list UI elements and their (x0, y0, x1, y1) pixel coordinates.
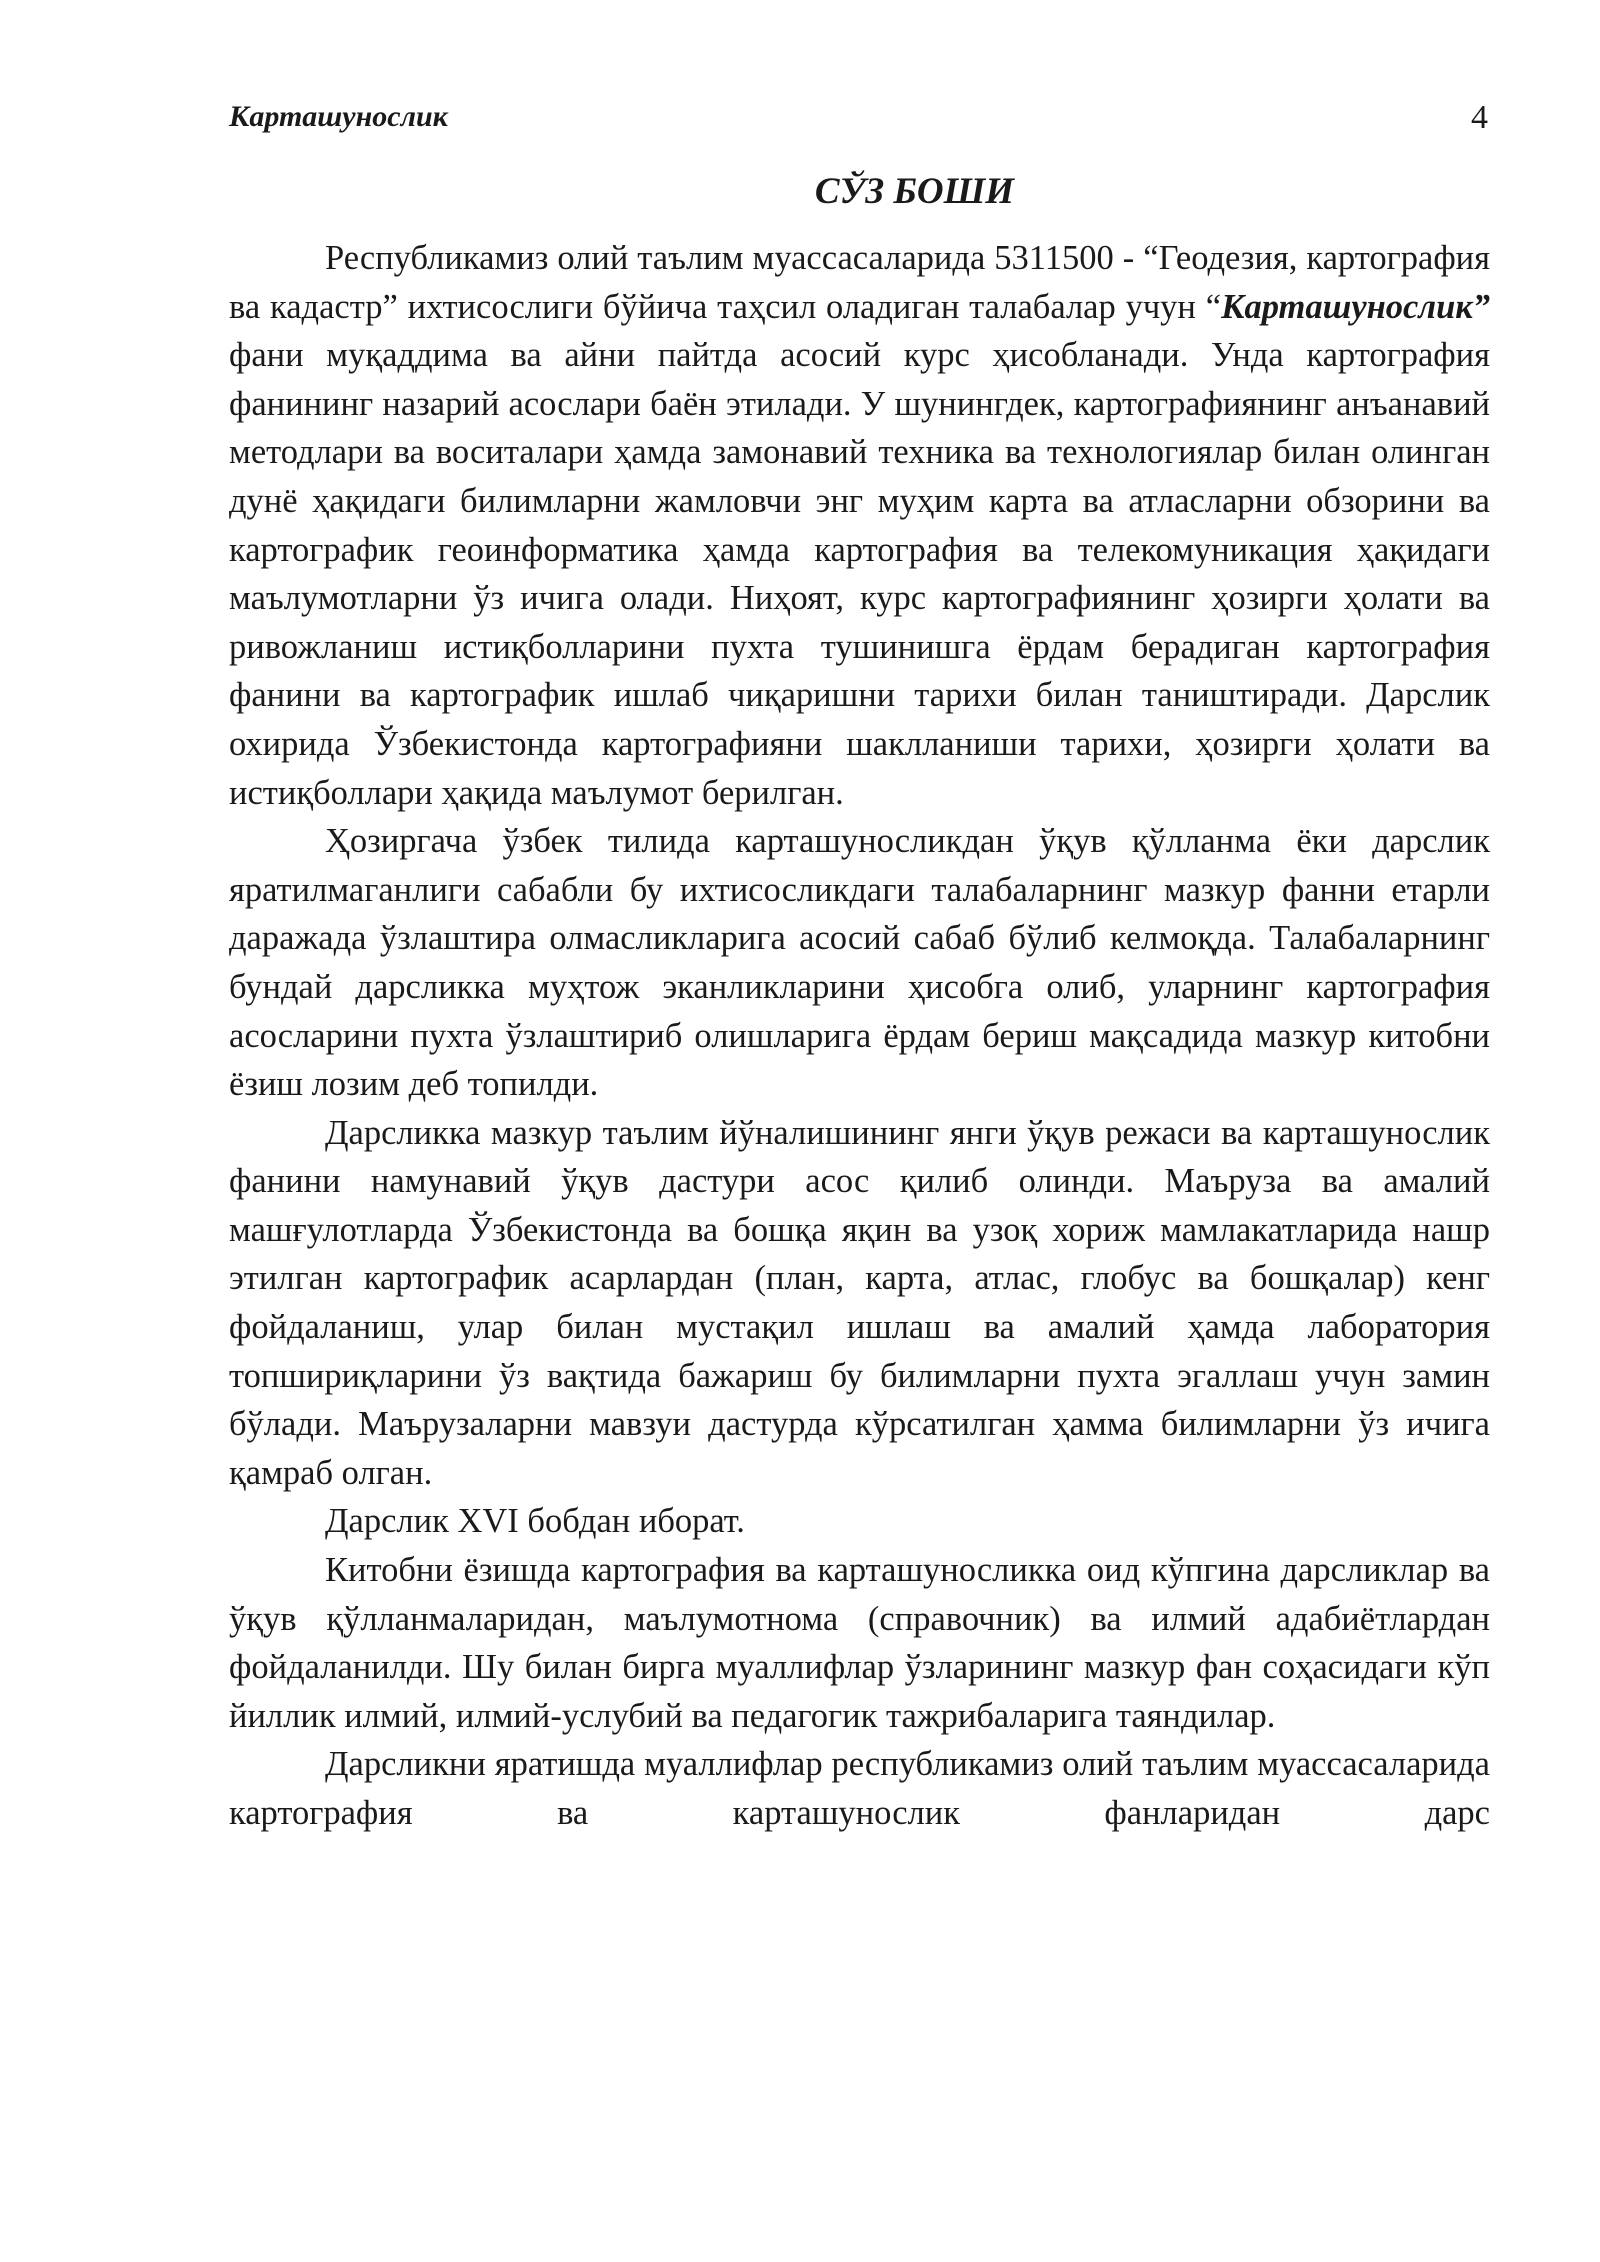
paragraph-1 (229, 234, 1490, 817)
paragraph-3: Дарсликка мазкур таълим йўналишининг янги ўқув режаси ва карташунослик фанини намунавий ўқув дастури асос қилиб олинди. Маъруза ва амалий машғулотларда Ўзбекистонда ва бошқа яқин ва узоқ хориж мамлакатларида нашр этилган картографик асарлардан (план, карта, атлас, глобус ва бошқалар) кенг фойдаланиш, улар билан мустақил ишлаш ва амалий ҳамда лаборатория топшириқларини ўз вақтида бажариш бу билимларни пухта эгаллаш учун замин бўлади. Маърузаларни мавзуи дастурда кўрсатилган ҳамма билимларни ўз ичига қамраб олган. (229, 1113, 1490, 1492)
paragraph-5: Китобни ёзишда картография ва карташуносликка оид кўпгина дарсликлар ва ўқув қўлланмаларидан, маълумотнома (справочник) ва илмий адабиётлардан фойдаланилди. Шу билан бирга муаллифлар ўзларининг мазкур фан соҳасидаги кўп йиллик илмий, илмий-услубий ва педагогик тажрибаларига таяндилар. (229, 1551, 1490, 1735)
course-name-emphasis: Карташунослик” (1221, 287, 1490, 326)
paragraph-1-before: Республикамиз олий таълим муассасаларида 5311500 - “Геодезия, картография ва кадастр” ихтисослиги бўйича таҳсил оладиган талабалар учун “ (229, 239, 1490, 326)
page-number: 4 (1471, 99, 1488, 136)
body-text (229, 234, 1490, 1838)
paragraph-4: Дарслик XVI бобдан иборат. (325, 1502, 745, 1541)
paragraph-1-after: фани муқаддима ва айни пайтда асосий курс ҳисобланади. Унда картография фанининг назарий асослари баён этилади. У шунингдек, картографиянинг анъанавий методлари ва воситалари ҳамда замонавий техника ва технологиялар билан олинган дунё ҳақидаги билимларни жамловчи энг муҳим карта ва атласларни обзорини ва картографик геоинформатика ҳамда картография ва телекомуникация ҳақидаги маълумотларни ўз ичига олади. Ниҳоят, курс картографиянинг ҳозирги ҳолати ва ривожланиш истиқболларини пухта тушинишга ёрдам берадиган картография фанини ва картографик ишлаб чиқаришни тарихи билан таништиради. Дарслик охирида Ўзбекистонда картографияни шаклланиши тарихи, ҳозирги ҳолати ва истиқболлари ҳақида маълумот берилган. (229, 336, 1490, 812)
paragraph-2: Ҳозиргача ўзбек тилида карташуносликдан ўқув қўлланма ёки дарслик яратилмаганлиги сабабли бу ихтисосликдаги талабаларнинг мазкур фанни етарли даражада ўзлаштира олмасликларига асосий сабаб бўлиб келмоқда. Талабаларнинг бундай дарсликка муҳтож эканликларини ҳисобга олиб, уларнинг картография асосларини пухта ўзлаштириб олишларига ёрдам бериш мақсадида мазкур китобни ёзиш лозим деб топилди. (229, 822, 1490, 1104)
section-heading: СЎЗ БОШИ (814, 171, 1015, 212)
paragraph-6: Дарсликни яратишда муаллифлар республикамиз олий таълим муассасаларида картография ва карташунослик фанларидан дарс (229, 1745, 1490, 1832)
running-head: Карташунослик (229, 100, 448, 133)
